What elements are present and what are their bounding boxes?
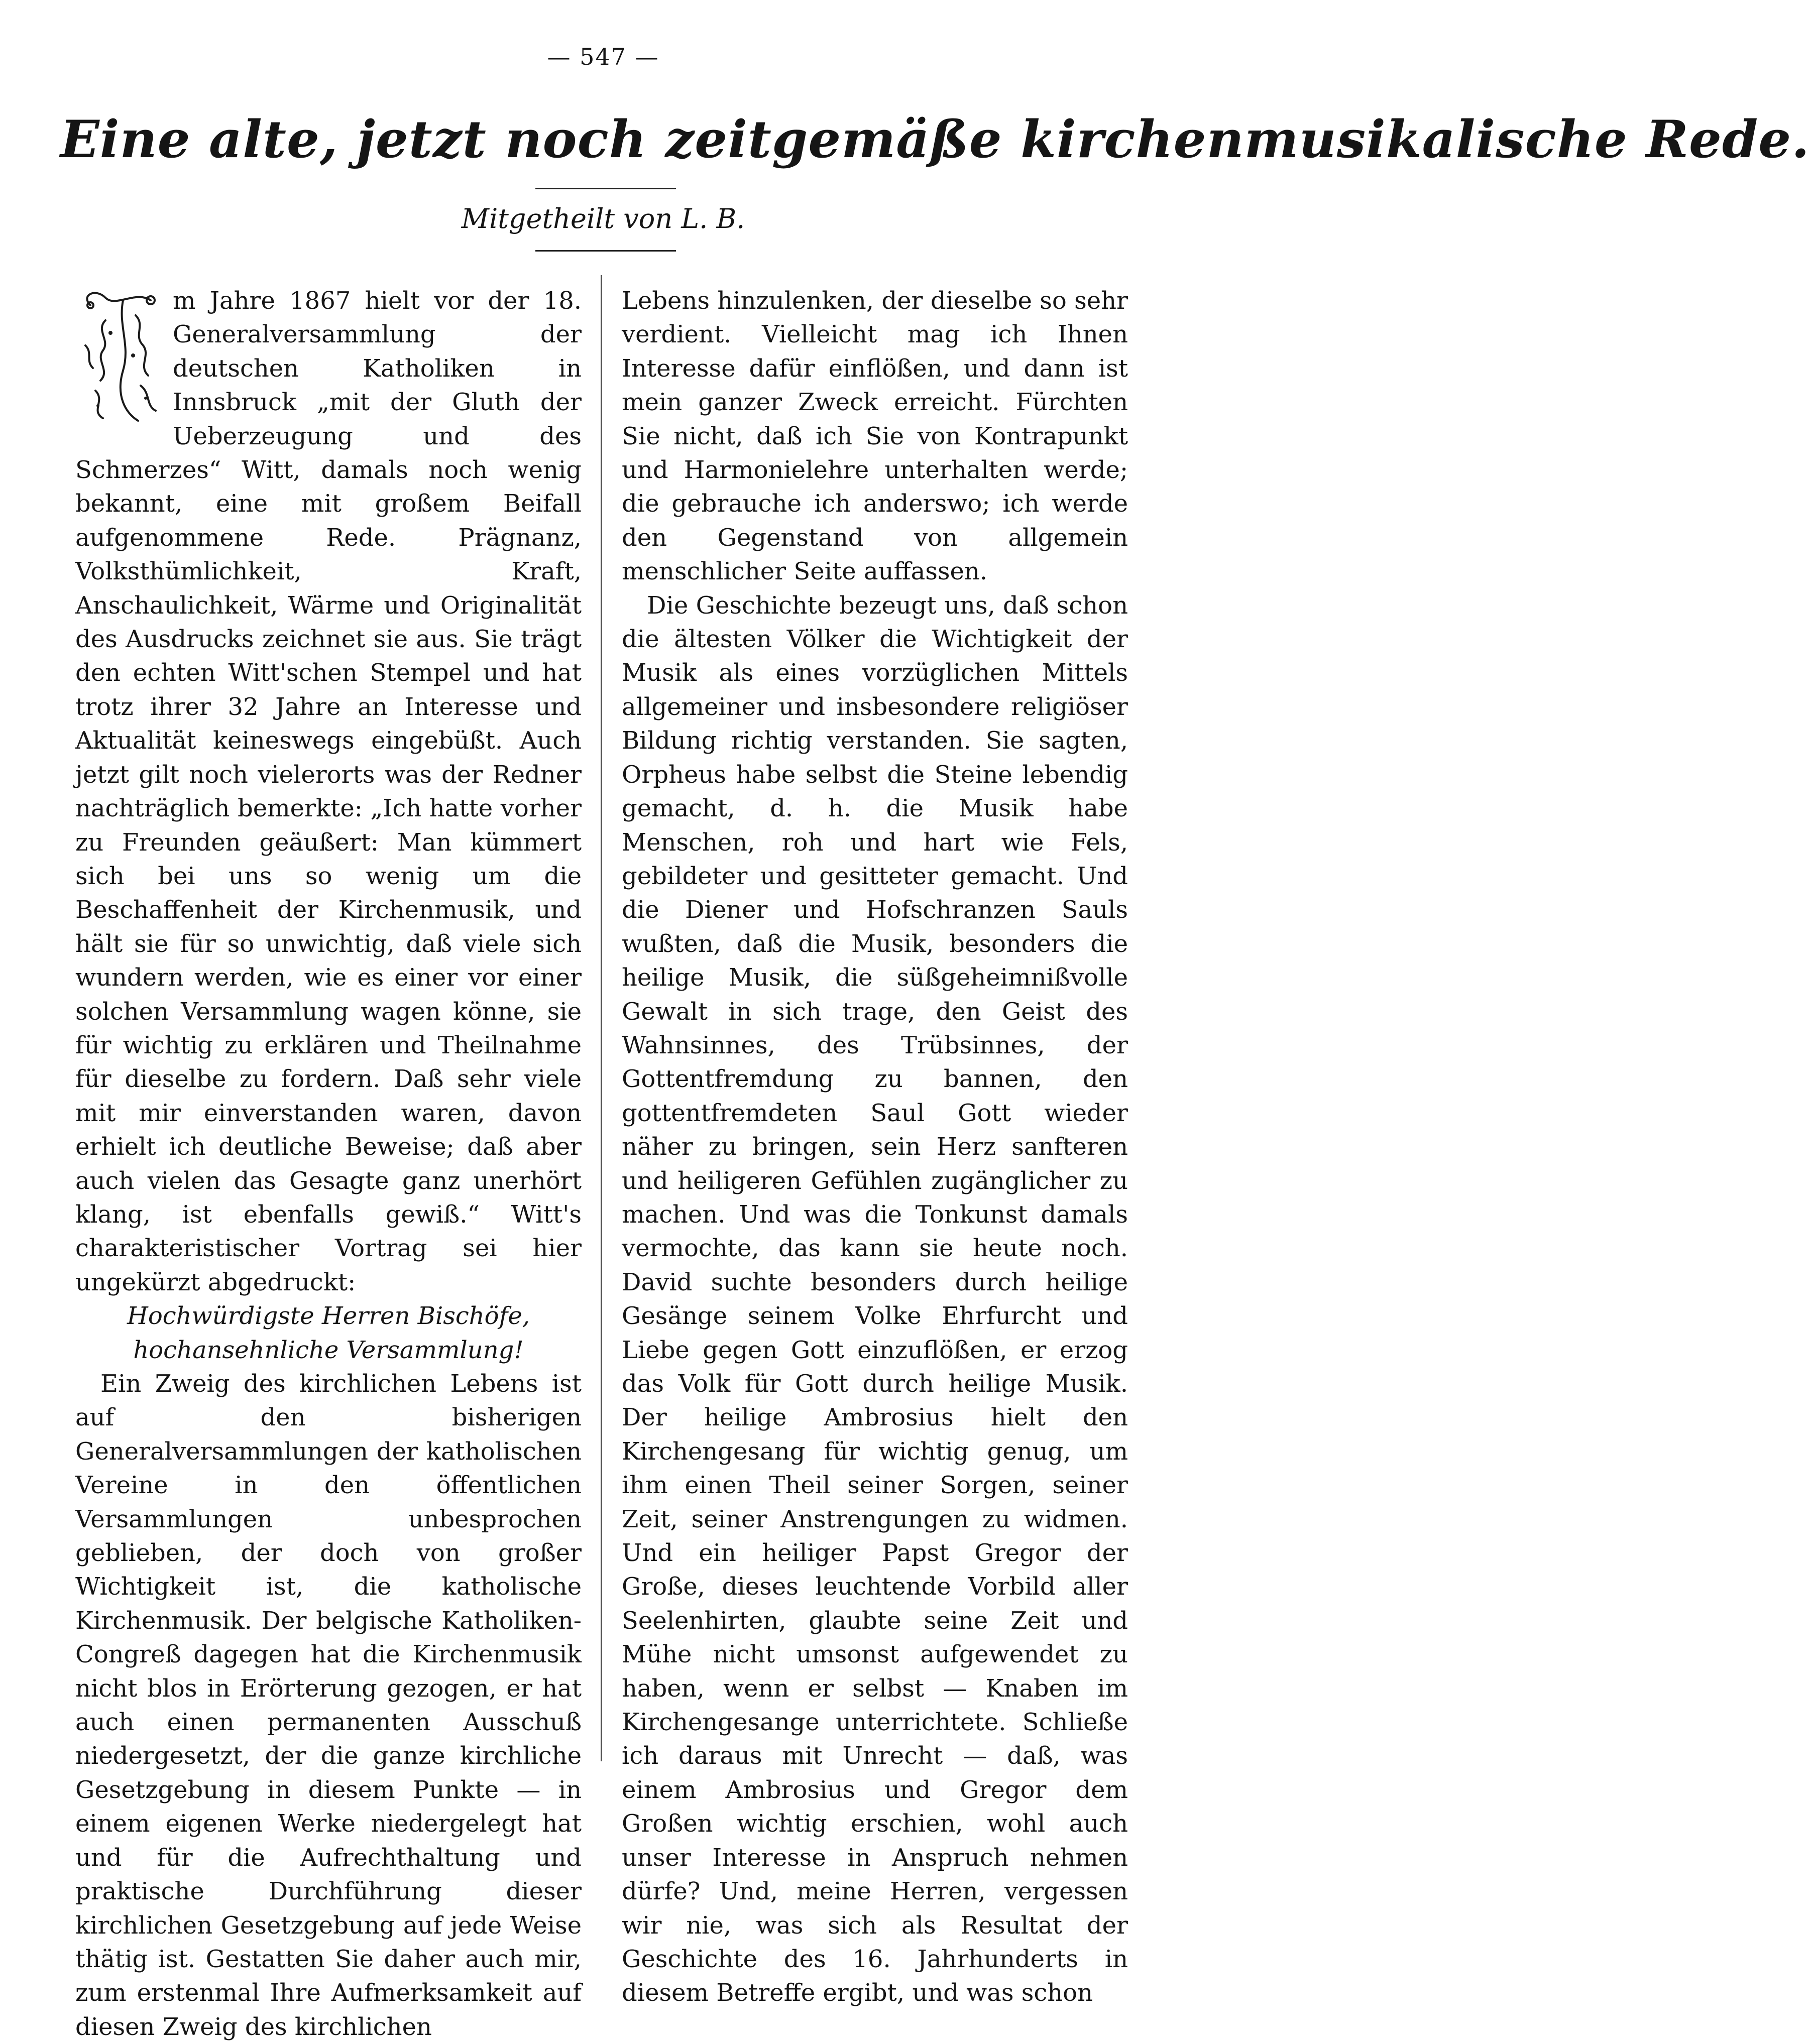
speech-paragraph: Ein Zweig des kirchlichen Lebens ist auf den bisherigen Generalversammlungen der katholischen Vereine in den öffentlichen Versammlungen unbesprochen geblieben, der doch von großer Wichtigkeit ist, die katholische Kirchenmusik. Der belgische Katholiken-Congreß dagegen hat die Kirchenmusik nicht blos in Erörterung gezogen, er hat auch einen permanenten Ausschuß niedergesetzt, der die ganze kirchliche Gesetzgebung in diesem Punkte — in einem eigenen Werke niedergelegt hat und für die Aufrechthaltung und praktische Durchführung dieser kirchlichen Gesetzgebung auf jede Weise thätig ist. Gestatten Sie daher auch mir, zum erstenmal Ihre Aufmerksamkeit auf diesen Zweig des kirchlichen (75, 1370, 582, 2041)
ornamental-initial-i-icon (75, 285, 164, 436)
speech-paragraph-history: Die Geschichte bezeugt uns, daß schon die ältesten Völker die Wichtigkeit der Musik als eines vorzüglichen Mittels allgemeiner und insbesondere religiöser Bildung richtig verstanden. Sie sagten, Orpheus habe selbst die Steine lebendig gemacht, d. h. die Musik habe Menschen, roh und hart wie Fels, gebildeter und gesitteter gemacht. Und die Diener und Hofschranzen Sauls wußten, daß die Musik, besonders die heilige Musik, die süßgeheimnißvolle Gewalt in sich trage, den Geist des Wahnsinnes, des Trübsinnes, der Gottentfremdung zu bannen, den gottentfremdeten Saul Gott wieder näher zu bringen, sein Herz sanfteren und heiligeren Gefühlen zugänglicher zu machen. Und was die Tonkunst damals vermochte, das kann sie heute noch. David suchte besonders durch heilige Gesänge seinem Volke Ehrfurcht und Liebe gegen Gott einzuflößen, er erzog das Volk für Gott durch heilige Musik. Der heilige Ambrosius hielt den Kirchengesang für wichtig genug, um ihm einen Theil seiner Sorgen, seiner Zeit, seiner Anstrengungen zu widmen. Und ein heiliger Papst Gregor der Große, dieses leuchtende Vorbild aller Seelenhirten, glaubte seine Zeit und Mühe nicht umsonst aufgewendet zu haben, wenn er selbst — Knaben im Kirchengesange unterrichtete. Schließe ich daraus mit Unrecht — daß, was einem Ambrosius und Gregor dem Großen wichtig erschien, wohl auch unser Interesse in Anspruch nehmen dürfe? Und, meine Herren, vergessen wir nie, was sich als Resultat der Geschichte des 16. Jahrhunderts in diesem Betreffe ergibt, und was schon (622, 591, 1128, 2007)
page-number: — 547 — (547, 43, 659, 70)
byline-divider (535, 250, 676, 252)
column-divider (601, 275, 602, 1761)
title-divider (535, 188, 676, 189)
article-title: Eine alte, jetzt noch zeitgemäße kirchenmusikalische Rede. (60, 109, 1810, 170)
byline: Mitgetheilt von L. B. (461, 203, 745, 234)
intro-paragraph: m Jahre 1867 hielt vor der 18. Generalversammlung der deutschen Katholiken in Innsbruck „mit der Gluth der Ueberzeugung und des Schmerzes“ Witt, damals noch wenig bekannt, eine mit großem Beifall aufgenommene Rede. Prägnanz, Volksthümlichkeit, Kraft, Anschaulichkeit, Wärme und Originalität des Ausdrucks zeichnet sie aus. Sie trägt den echten Witt'schen Stempel und hat trotz ihrer 32 Jahre an Interesse und Aktualität keineswegs eingebüßt. Auch jetzt gilt noch vielerorts was der Redner nachträglich bemerkte: „Ich hatte vorher zu Freunden geäußert: Man kümmert sich bei uns so wenig um die Beschaffenheit der Kirchenmusik, und hält sie für so unwichtig, daß viele sich wundern werden, wie es einer vor einer solchen Versammlung wagen könne, sie für wichtig zu erklären und Theilnahme für dieselbe zu fordern. Daß sehr viele mit mir einverstanden waren, davon erhielt ich deutliche Beweise; daß aber auch vielen das Gesagte ganz unerhört klang, ist ebenfalls gewiß.“ Witt's charakteristischer Vortrag sei hier ungekürzt abgedruckt: (75, 287, 582, 1296)
salutation: Hochwürdigste Herren Bischöfe, hochansehnliche Versammlung! (127, 1302, 530, 1364)
speech-continuation: Lebens hinzulenken, der dieselbe so sehr verdient. Vielleicht mag ich Ihnen Interesse dafür einflößen, und dann ist mein ganzer Zweck erreicht. Fürchten Sie nicht, daß ich Sie von Kontrapunkt und Harmonielehre unterhalten werde; die gebrauche ich anderswo; ich werde den Gegenstand von allgemein menschlicher Seite auffassen. (622, 287, 1128, 586)
right-column (622, 284, 1128, 2010)
left-column (75, 284, 582, 2044)
